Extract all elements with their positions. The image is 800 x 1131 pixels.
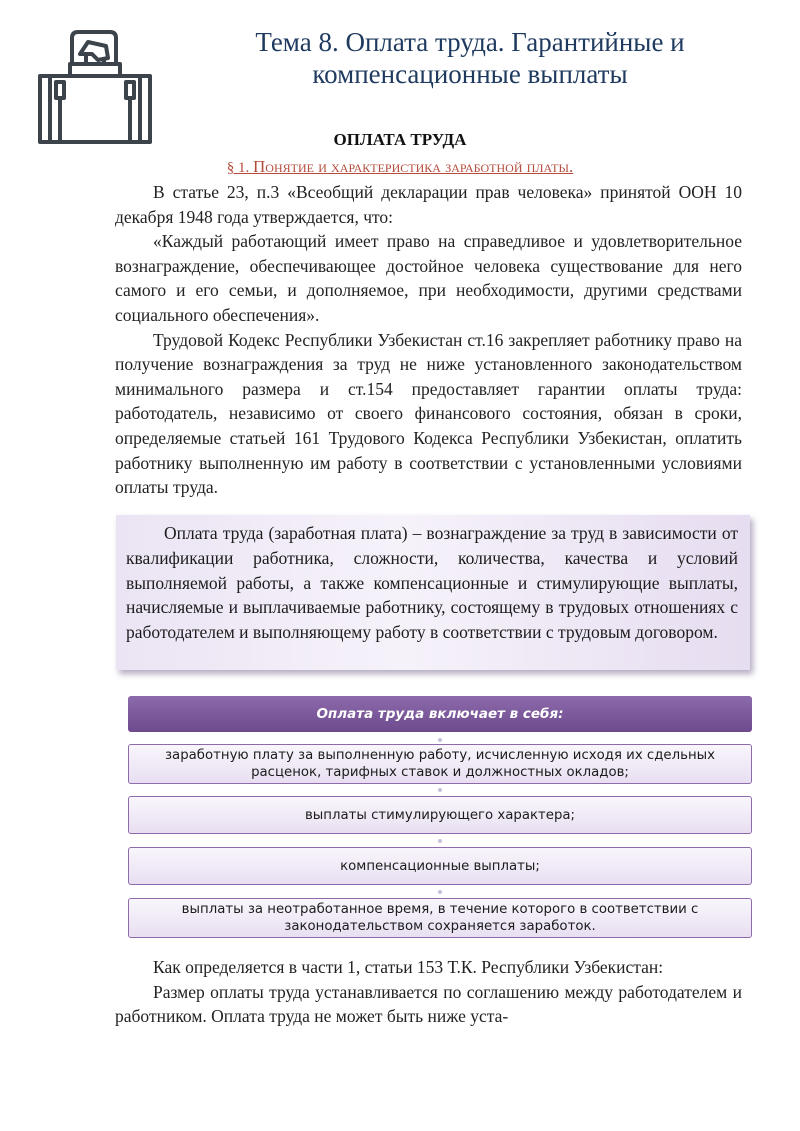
includes-item: компенсационные выплаты;: [128, 847, 752, 885]
title-line-1: Тема 8. Оплата труда. Гарантийные и: [255, 27, 685, 57]
paragraph: Как определяется в части 1, статьи 153 Т.К. Республики Узбекистан:: [153, 957, 664, 977]
connector-dot: [438, 839, 442, 843]
section-subheading: [0, 157, 800, 177]
definition-box: [116, 515, 750, 670]
connector-dot: [438, 788, 442, 792]
subheading-text: Понятие и характеристика заработной платы.: [253, 157, 574, 176]
connector-dot: [438, 738, 442, 742]
subheading-prefix: § 1.: [226, 160, 254, 176]
section-heading: ОПЛАТА ТРУДА: [333, 130, 467, 149]
includes-item: заработную плату за выполненную работу, исчисленную исходя их сдельных расценок, тарифных ставок и должностных окладов;: [128, 744, 752, 784]
paragraph: Трудовой Кодекс Республики Узбекистан ст.16 закрепляет работнику право на получение вознаграждения за труд не ниже установленного законодательством минимального размера и ст.154 предоставляет гарантии оплаты труда: работодатель, независимо от своего финансового состояния, обязан в сроки, определяемые статьей 161 Трудового Кодекса Республики Узбекистан, оплатить работнику выполненную им работу в соответствии с установленными условиями оплаты труда.: [115, 329, 742, 498]
briefcase-icon: [36, 28, 154, 146]
includes-item: выплаты стимулирующего характера;: [128, 796, 752, 834]
paragraph-quote: «Каждый работающий имеет право на справедливое и удовлетворительное вознаграждение, обеспечивающее достойное человека существование для него самого и его семьи, и дополняемое, при необходимости, другими средствами социального обеспечения».: [115, 231, 742, 325]
includes-item: выплаты за неотработанное время, в течение которого в соответствии с законодательством сохраняется заработок.: [128, 898, 752, 938]
closing-text: [115, 955, 742, 1029]
paragraph: В статье 23, п.3 «Всеобщий декларации прав человека» принятой ООН 10 декабря 1948 года утверждается, что:: [115, 182, 742, 227]
includes-header: Оплата труда включает в себя:: [128, 696, 752, 732]
paragraph: Размер оплаты труда устанавливается по соглашению между работодателем и работником. Оплата труда не может быть ниже уста-: [115, 981, 742, 1027]
definition-text: Оплата труда (заработная плата) – вознаграждение за труд в зависимости от квалификации работника, сложности, количества, качества и условий выполняемой работы, а также компенсационные и стимулирующие выплаты, начисляемые и выплачиваемые работнику, состоящему в трудовых отношениях с работодателем и выполняющему работу в соответствии с трудовым договором.: [126, 523, 738, 643]
intro-text: [115, 180, 742, 500]
title-line-2: компенсационные выплаты: [312, 59, 628, 89]
page-title: [170, 26, 770, 90]
connector-dot: [438, 890, 442, 894]
